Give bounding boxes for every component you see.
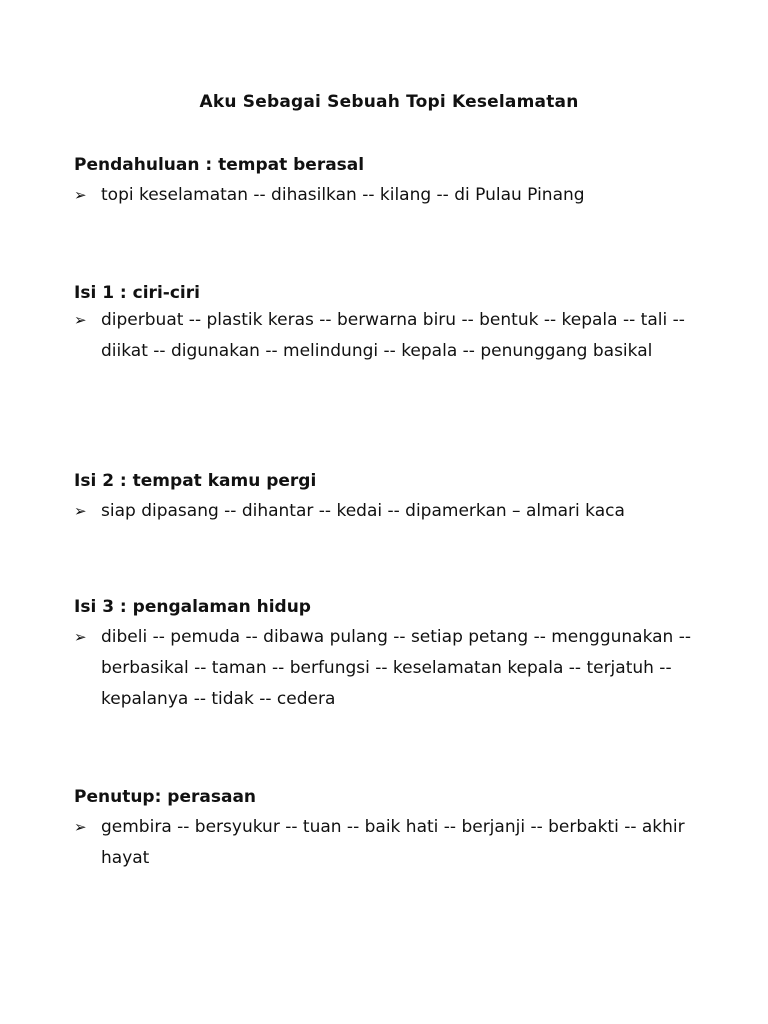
section-pendahuluan	[74, 154, 724, 211]
bullet-text: topi keselamatan -- dihasilkan -- kilang -- di Pulau Pinang	[101, 185, 585, 205]
bullet-item	[74, 496, 724, 527]
arrow-bullet-icon: ➢	[74, 502, 87, 520]
section-heading: Penutup: perasaan	[74, 787, 257, 807]
arrow-bullet-icon: ➢	[74, 186, 87, 204]
section-penutup	[74, 786, 724, 874]
section-heading: Pendahuluan : tempat berasal	[74, 155, 365, 175]
bullet-item	[74, 305, 724, 367]
section-isi-2	[74, 470, 724, 527]
bullet-item	[74, 812, 724, 874]
bullet-item	[74, 180, 724, 211]
arrow-bullet-icon: ➢	[74, 311, 87, 329]
section-heading: Isi 3 : pengalaman hidup	[74, 597, 311, 617]
section-heading: Isi 2 : tempat kamu pergi	[74, 471, 317, 491]
section-heading: Isi 1 : ciri-ciri	[74, 283, 200, 303]
document-title: Aku Sebagai Sebuah Topi Keselamatan	[199, 92, 579, 112]
arrow-bullet-icon: ➢	[74, 628, 87, 646]
section-isi-3	[74, 596, 724, 715]
section-isi-1	[74, 282, 724, 367]
bullet-text: dibeli -- pemuda -- dibawa pulang -- setiap petang -- menggunakan -- berbasikal -- taman -- berfungsi -- keselamatan kepala -- terjatuh -- kepalanya -- tidak -- cedera	[101, 627, 691, 709]
arrow-bullet-icon: ➢	[74, 818, 87, 836]
bullet-text: diperbuat -- plastik keras -- berwarna biru -- bentuk -- kepala -- tali -- diikat -- digunakan -- melindungi -- kepala -- penunggang basikal	[101, 310, 685, 361]
bullet-text: gembira -- bersyukur -- tuan -- baik hati -- berjanji -- berbakti -- akhir hayat	[101, 817, 685, 868]
bullet-item	[74, 622, 724, 715]
bullet-text: siap dipasang -- dihantar -- kedai -- dipamerkan – almari kaca	[101, 501, 625, 521]
